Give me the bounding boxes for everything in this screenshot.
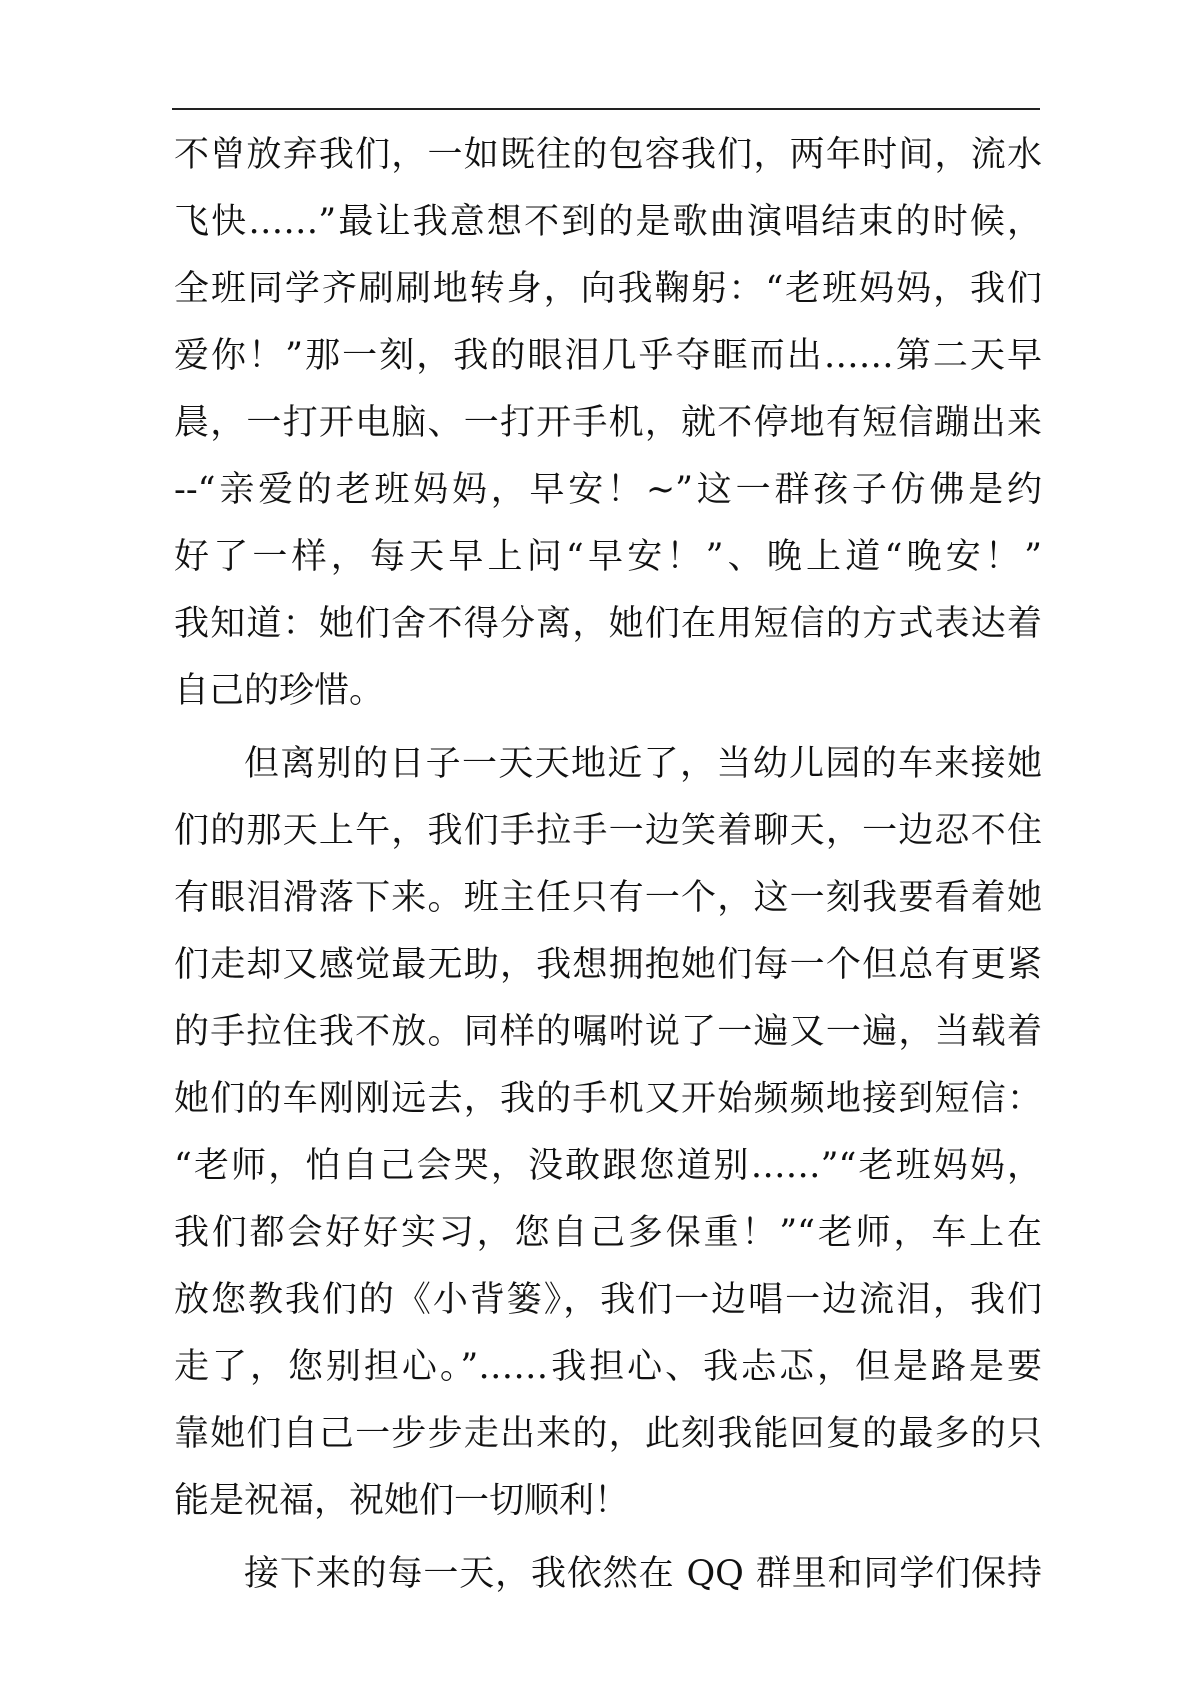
text-line: 好了一样，每天早上问“早安！”、晚上道“晚安！”	[174, 537, 1042, 577]
header-rule	[172, 108, 1040, 110]
text-line: 靠她们自己一步步走出来的，此刻我能回复的最多的只	[174, 1414, 1042, 1454]
text-line: --“亲爱的老班妈妈，早安！~”这一群孩子仿佛是约	[174, 470, 1042, 510]
text-line: 不曾放弃我们，一如既往的包容我们，两年时间，流水	[174, 135, 1042, 175]
text-line: 接下来的每一天，我依然在 QQ 群里和同学们保持	[244, 1554, 1042, 1594]
text-line: “老师，怕自己会哭，没敢跟您道别……”“老班妈妈，	[174, 1146, 1042, 1186]
text-line: 她们的车刚刚远去，我的手机又开始频频地接到短信：	[174, 1079, 1042, 1119]
text-line: 走了，您别担心。”……我担心、我忐忑，但是路是要	[174, 1347, 1042, 1387]
text-line: 飞快……”最让我意想不到的是歌曲演唱结束的时候，	[174, 202, 1042, 242]
text-line: 的手拉住我不放。同样的嘱咐说了一遍又一遍，当载着	[174, 1012, 1042, 1052]
text-line: 但离别的日子一天天地近了，当幼儿园的车来接她	[244, 744, 1042, 784]
text-line: 有眼泪滑落下来。班主任只有一个，这一刻我要看着她	[174, 878, 1042, 918]
text-line: 我们都会好好实习，您自己多保重！”“老师，车上在	[174, 1213, 1042, 1253]
paragraph-1	[174, 122, 1042, 725]
text-line: 们的那天上午，我们手拉手一边笑着聊天，一边忍不住	[174, 811, 1042, 851]
text-line: 我知道：她们舍不得分离，她们在用短信的方式表达着	[174, 604, 1042, 644]
text-line: 放您教我们的《小背篓》，我们一边唱一边流泪，我们	[174, 1280, 1042, 1320]
text-line: 全班同学齐刷刷地转身，向我鞠躬：“老班妈妈，我们	[174, 269, 1042, 309]
paragraph-3	[174, 1541, 1042, 1608]
text-line: 晨，一打开电脑、一打开手机，就不停地有短信蹦出来	[174, 403, 1042, 443]
text-line: 自己的珍惜。	[174, 671, 385, 711]
text-line: 爱你！”那一刻，我的眼泪几乎夺眶而出……第二天早	[174, 336, 1042, 376]
text-line: 能是祝福，祝她们一切顺利！	[174, 1481, 630, 1521]
document-body	[174, 122, 1042, 1608]
paragraph-2	[174, 731, 1042, 1535]
text-line: 们走却又感觉最无助，我想拥抱她们每一个但总有更紧	[174, 945, 1042, 985]
